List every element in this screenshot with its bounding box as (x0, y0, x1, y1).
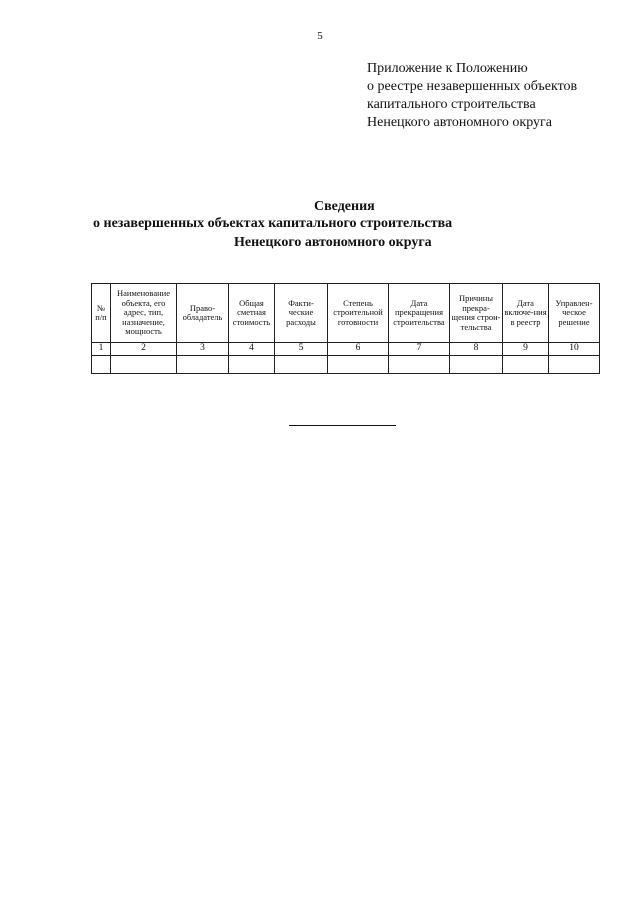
empty-cell (549, 356, 600, 374)
column-number: 9 (503, 343, 549, 356)
header-cell: Управлен-ческое решение (549, 284, 600, 343)
table-header-row (92, 284, 600, 343)
annex-line: Приложение к Положению (367, 61, 528, 76)
header-cell: Право-обладатель (177, 284, 229, 343)
column-number: 7 (389, 343, 450, 356)
empty-cell (275, 356, 328, 374)
empty-cell (111, 356, 177, 374)
column-number: 1 (92, 343, 111, 356)
empty-cell (177, 356, 229, 374)
header-cell: Дата включе-ния в реестр (503, 284, 549, 343)
column-number: 4 (229, 343, 275, 356)
document-subtitle-region: Ненецкого автономного округа (234, 235, 432, 250)
empty-cell (328, 356, 389, 374)
header-cell: Факти-ческие расходы (275, 284, 328, 343)
header-cell: Дата прекращения строительства (389, 284, 450, 343)
column-number: 3 (177, 343, 229, 356)
empty-cell (503, 356, 549, 374)
empty-cell (92, 356, 111, 374)
end-divider-line (289, 425, 396, 426)
registry-table (91, 283, 600, 374)
document-title: Сведения (314, 199, 375, 214)
document-subtitle: о незавершенных объектах капитального строительства (93, 216, 453, 231)
table-empty-row (92, 356, 600, 374)
annex-note (367, 60, 577, 132)
header-cell: Общая сметная стоимость (229, 284, 275, 343)
header-cell: № п/п (92, 284, 111, 343)
column-number: 2 (111, 343, 177, 356)
empty-cell (450, 356, 503, 374)
column-number: 5 (275, 343, 328, 356)
header-cell: Наименование объекта, его адрес, тип, назначение, мощность (111, 284, 177, 343)
header-cell: Причины прекра-щения строи-тельства (450, 284, 503, 343)
page-number: 5 (317, 30, 323, 42)
column-number: 8 (450, 343, 503, 356)
column-number: 6 (328, 343, 389, 356)
column-number: 10 (549, 343, 600, 356)
header-cell: Степень строительной готовности (328, 284, 389, 343)
annex-line: капитального строительства (367, 97, 536, 112)
annex-line: Ненецкого автономного округа (367, 115, 552, 130)
annex-line: о реестре незавершенных объектов (367, 79, 578, 94)
table-number-row (92, 343, 600, 356)
empty-cell (389, 356, 450, 374)
empty-cell (229, 356, 275, 374)
